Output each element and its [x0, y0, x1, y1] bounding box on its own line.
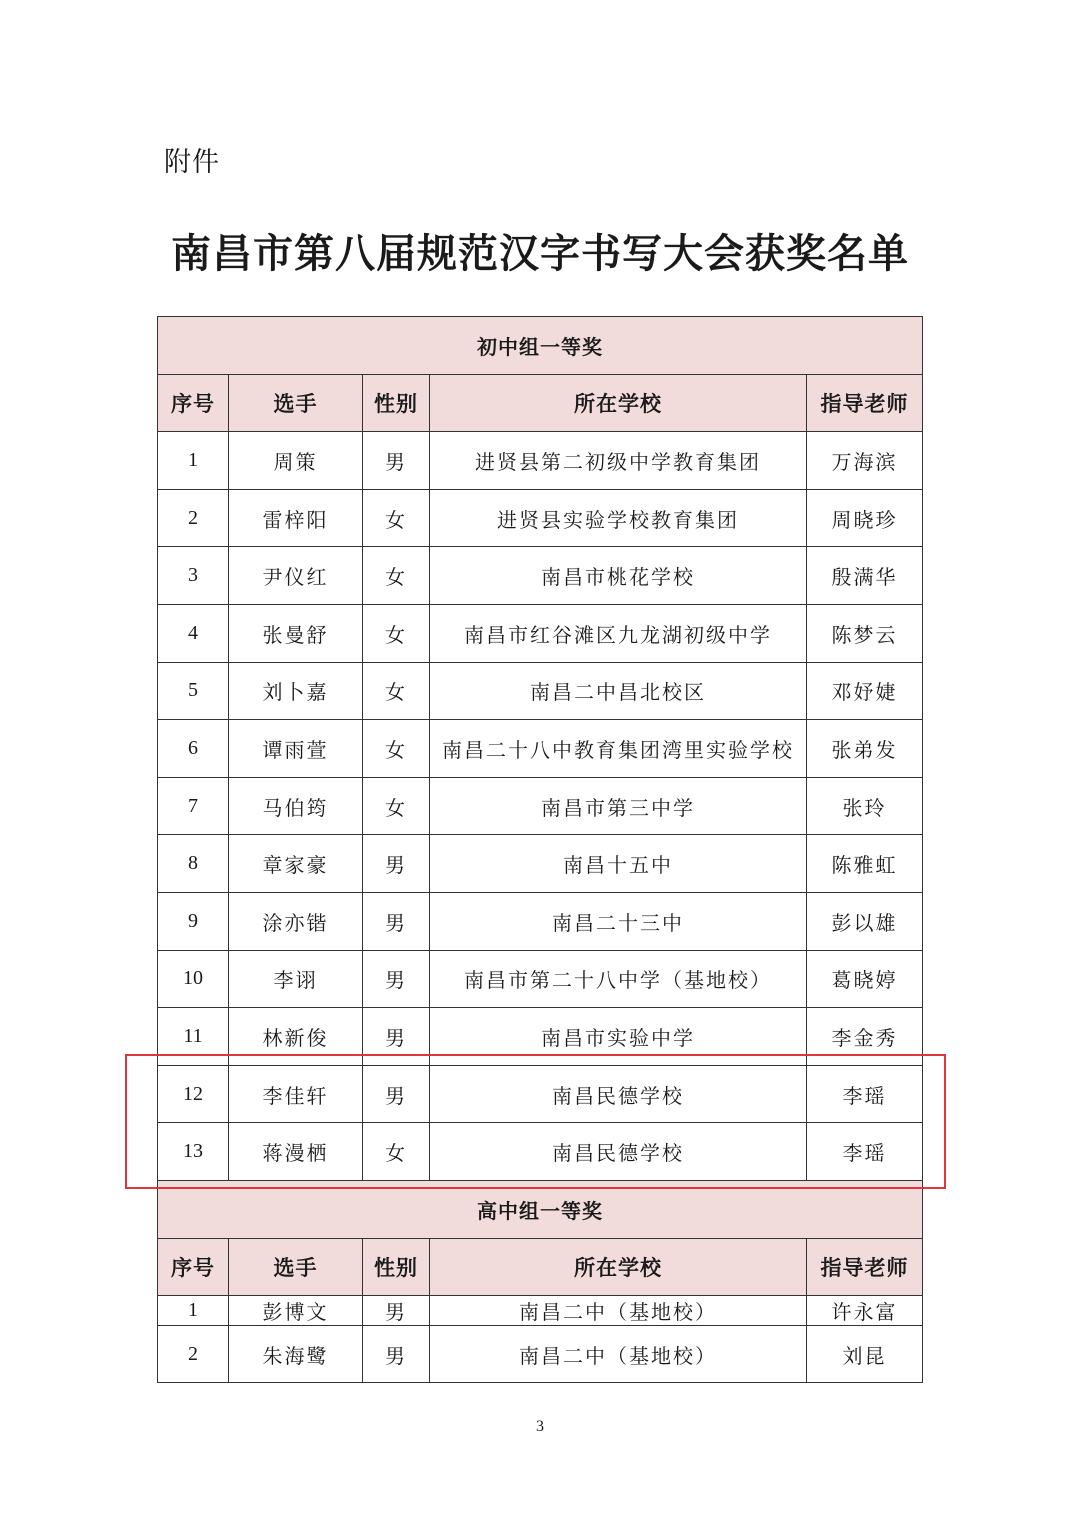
cell-teacher: 万海滨 — [807, 432, 923, 490]
cell-index: 2 — [158, 1326, 229, 1383]
table-row — [158, 1123, 923, 1181]
cell-school: 南昌市实验中学 — [430, 1008, 807, 1066]
attachment-label: 附件 — [164, 147, 220, 178]
cell-teacher: 许永富 — [807, 1296, 923, 1326]
cell-contestant: 雷梓阳 — [229, 489, 363, 547]
header-index: 序号 — [158, 374, 229, 432]
cell-index: 6 — [158, 720, 229, 778]
table-row — [158, 777, 923, 835]
cell-teacher: 李金秀 — [807, 1008, 923, 1066]
cell-gender: 女 — [363, 720, 430, 778]
table-row — [158, 662, 923, 720]
cell-school: 南昌二中昌北校区 — [430, 662, 807, 720]
cell-gender: 女 — [363, 604, 430, 662]
header-school: 所在学校 — [430, 1238, 807, 1296]
cell-school: 进贤县实验学校教育集团 — [430, 489, 807, 547]
cell-teacher: 邓妤婕 — [807, 662, 923, 720]
cell-index: 11 — [158, 1008, 229, 1066]
cell-index: 13 — [158, 1123, 229, 1181]
table-row — [158, 950, 923, 1008]
table-row — [158, 1326, 923, 1383]
cell-gender: 女 — [363, 489, 430, 547]
cell-index: 1 — [158, 1296, 229, 1326]
cell-index: 1 — [158, 432, 229, 490]
senior-section-title: 高中组一等奖 — [158, 1181, 923, 1239]
senior-header-row — [158, 1238, 923, 1296]
header-school: 所在学校 — [430, 374, 807, 432]
cell-school: 南昌二中（基地校） — [430, 1326, 807, 1383]
cell-school: 南昌市第三中学 — [430, 777, 807, 835]
cell-contestant: 章家豪 — [229, 835, 363, 893]
cell-gender: 男 — [363, 1065, 430, 1123]
table-row — [158, 720, 923, 778]
cell-index: 4 — [158, 604, 229, 662]
cell-index: 5 — [158, 662, 229, 720]
cell-school: 进贤县第二初级中学教育集团 — [430, 432, 807, 490]
table-row — [158, 1008, 923, 1066]
cell-teacher: 葛晓婷 — [807, 950, 923, 1008]
cell-contestant: 彭博文 — [229, 1296, 363, 1326]
cell-contestant: 李佳轩 — [229, 1065, 363, 1123]
page-title: 南昌市第八届规范汉字书写大会获奖名单 — [171, 231, 909, 277]
cell-index: 2 — [158, 489, 229, 547]
table-row — [158, 835, 923, 893]
cell-contestant: 谭雨萱 — [229, 720, 363, 778]
table-row — [158, 547, 923, 605]
cell-contestant: 涂亦锴 — [229, 892, 363, 950]
table-row — [158, 604, 923, 662]
table-row — [158, 892, 923, 950]
cell-gender: 男 — [363, 432, 430, 490]
cell-index: 7 — [158, 777, 229, 835]
cell-school: 南昌市第二十八中学（基地校） — [430, 950, 807, 1008]
page-number: 3 — [536, 1418, 544, 1435]
cell-teacher: 李瑶 — [807, 1065, 923, 1123]
table-row — [158, 489, 923, 547]
cell-contestant: 林新俊 — [229, 1008, 363, 1066]
cell-index: 12 — [158, 1065, 229, 1123]
cell-school: 南昌民德学校 — [430, 1123, 807, 1181]
cell-contestant: 刘卜嘉 — [229, 662, 363, 720]
cell-gender: 男 — [363, 1326, 430, 1383]
cell-gender: 女 — [363, 777, 430, 835]
table-row — [158, 432, 923, 490]
cell-gender: 男 — [363, 835, 430, 893]
cell-contestant: 张曼舒 — [229, 604, 363, 662]
cell-gender: 男 — [363, 1296, 430, 1326]
cell-school: 南昌二中（基地校） — [430, 1296, 807, 1326]
cell-teacher: 刘昆 — [807, 1326, 923, 1383]
cell-school: 南昌市红谷滩区九龙湖初级中学 — [430, 604, 807, 662]
cell-index: 3 — [158, 547, 229, 605]
cell-teacher: 张玲 — [807, 777, 923, 835]
cell-contestant: 朱海鹭 — [229, 1326, 363, 1383]
cell-teacher: 李瑶 — [807, 1123, 923, 1181]
cell-contestant: 蒋漫栖 — [229, 1123, 363, 1181]
junior-section-title: 初中组一等奖 — [158, 317, 923, 375]
cell-school: 南昌市桃花学校 — [430, 547, 807, 605]
junior-award-table — [157, 316, 923, 1181]
header-contestant: 选手 — [229, 374, 363, 432]
cell-contestant: 尹仪红 — [229, 547, 363, 605]
cell-gender: 男 — [363, 892, 430, 950]
header-index: 序号 — [158, 1238, 229, 1296]
cell-teacher: 陈雅虹 — [807, 835, 923, 893]
cell-index: 9 — [158, 892, 229, 950]
senior-table-body — [158, 1181, 923, 1383]
cell-teacher: 殷满华 — [807, 547, 923, 605]
cell-gender: 男 — [363, 950, 430, 1008]
cell-school: 南昌民德学校 — [430, 1065, 807, 1123]
header-teacher: 指导老师 — [807, 1238, 923, 1296]
header-gender: 性别 — [363, 374, 430, 432]
senior-section-row — [158, 1181, 923, 1239]
cell-gender: 女 — [363, 547, 430, 605]
cell-teacher: 陈梦云 — [807, 604, 923, 662]
cell-contestant: 周策 — [229, 432, 363, 490]
cell-index: 8 — [158, 835, 229, 893]
senior-award-table — [157, 1180, 923, 1383]
cell-contestant: 马伯筠 — [229, 777, 363, 835]
junior-table-body — [158, 317, 923, 1181]
cell-teacher: 周晓珍 — [807, 489, 923, 547]
header-teacher: 指导老师 — [807, 374, 923, 432]
header-gender: 性别 — [363, 1238, 430, 1296]
cell-school: 南昌十五中 — [430, 835, 807, 893]
cell-teacher: 张弟发 — [807, 720, 923, 778]
junior-section-row — [158, 317, 923, 375]
table-row — [158, 1296, 923, 1326]
cell-gender: 男 — [363, 1008, 430, 1066]
table-row — [158, 1065, 923, 1123]
header-contestant: 选手 — [229, 1238, 363, 1296]
cell-contestant: 李诩 — [229, 950, 363, 1008]
cell-teacher: 彭以雄 — [807, 892, 923, 950]
cell-school: 南昌二十八中教育集团湾里实验学校 — [430, 720, 807, 778]
junior-header-row — [158, 374, 923, 432]
cell-index: 10 — [158, 950, 229, 1008]
cell-school: 南昌二十三中 — [430, 892, 807, 950]
cell-gender: 女 — [363, 662, 430, 720]
cell-gender: 女 — [363, 1123, 430, 1181]
